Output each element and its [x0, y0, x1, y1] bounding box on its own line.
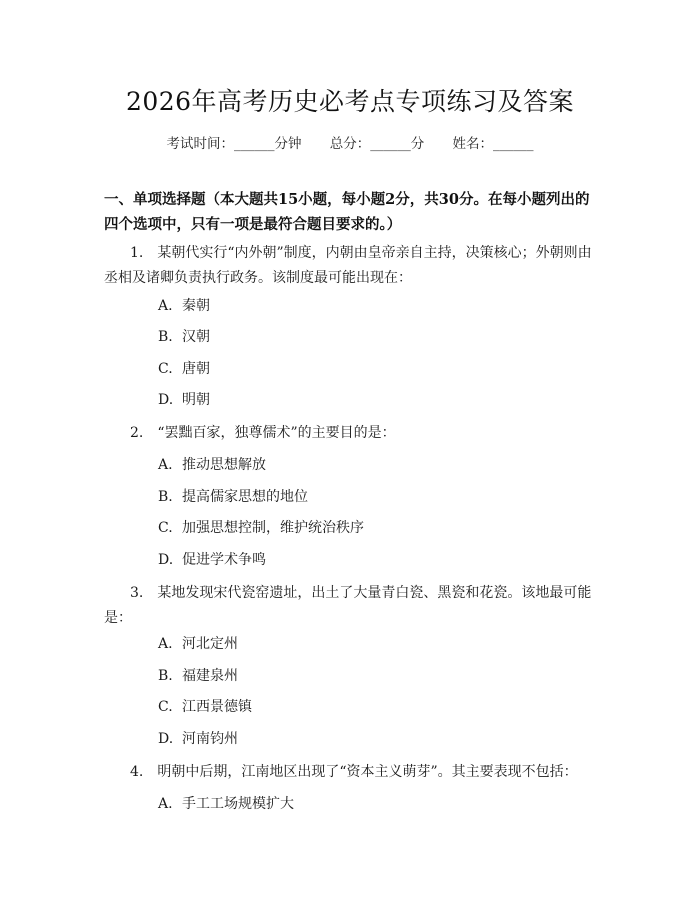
option-text: 促进学术争鸣	[182, 552, 266, 568]
option-3a	[158, 634, 238, 654]
question-number: 2.	[130, 425, 144, 441]
option-1a	[158, 296, 210, 316]
option-text: 秦朝	[182, 298, 210, 314]
option-2c	[158, 518, 364, 538]
option-letter: A.	[158, 298, 173, 314]
name-field: 姓名：______	[452, 136, 534, 152]
question-stem: “罢黜百家，独尊儒术”的主要目的是：	[157, 425, 396, 441]
option-4a	[158, 794, 294, 814]
option-text: 推动思想解放	[182, 457, 266, 473]
option-text: 河北定州	[182, 636, 238, 652]
option-letter: C.	[158, 361, 173, 377]
option-letter: B.	[158, 489, 173, 505]
page-title: 2026年高考历史必考点专项练习及答案	[125, 87, 575, 116]
option-text: 手工工场规模扩大	[182, 796, 294, 812]
total-score-field: 总分：______分	[329, 136, 425, 152]
question-stem: 某朝代实行“内外朝”制度，内朝由皇帝亲自主持，决策核心；外朝则由丞相及诸卿负责执行政务。该制度最可能出现在：	[104, 245, 592, 286]
option-letter: B.	[158, 668, 173, 684]
question-number: 4.	[130, 764, 144, 780]
option-3c	[158, 697, 252, 717]
option-text: 福建泉州	[182, 668, 238, 684]
option-text: 提高儒家思想的地位	[182, 489, 308, 505]
option-text: 江西景德镇	[182, 699, 252, 715]
option-1d	[158, 390, 210, 410]
option-letter: B.	[158, 329, 173, 345]
section-heading: 一、单项选择题（本大题共15小题，每小题2分，共30分。在每小题列出的四个选项中，只有一项是最符合题目要求的。）	[104, 191, 590, 233]
option-3b	[158, 666, 238, 686]
question-number: 1.	[130, 245, 144, 261]
option-letter: D.	[158, 552, 174, 568]
question-stem: 某地发现宋代瓷窑遗址，出土了大量青白瓷、黑瓷和花瓷。该地最可能是：	[104, 585, 592, 626]
option-text: 明朝	[182, 392, 210, 408]
exam-time-field: 考试时间：______分钟	[166, 136, 302, 152]
option-2d	[158, 550, 266, 570]
exam-meta	[0, 132, 700, 152]
option-1b	[158, 327, 210, 347]
question-3	[104, 581, 594, 631]
question-2	[104, 421, 594, 446]
question-4	[104, 760, 594, 785]
option-letter: D.	[158, 392, 174, 408]
option-text: 汉朝	[182, 329, 210, 345]
question-stem: 明朝中后期，江南地区出现了“资本主义萌芽”。其主要表现不包括：	[157, 764, 578, 780]
option-2b	[158, 487, 308, 507]
option-letter: C.	[158, 520, 173, 536]
question-1	[104, 241, 594, 291]
option-text: 河南钧州	[182, 731, 238, 747]
question-number: 3.	[130, 585, 144, 601]
option-text: 唐朝	[182, 361, 210, 377]
option-text: 加强思想控制，维护统治秩序	[182, 520, 364, 536]
option-3d	[158, 729, 238, 749]
option-letter: C.	[158, 699, 173, 715]
option-letter: A.	[158, 457, 173, 473]
option-letter: D.	[158, 731, 174, 747]
option-letter: A.	[158, 636, 173, 652]
option-letter: A.	[158, 796, 173, 812]
option-2a	[158, 455, 266, 475]
option-1c	[158, 359, 210, 379]
